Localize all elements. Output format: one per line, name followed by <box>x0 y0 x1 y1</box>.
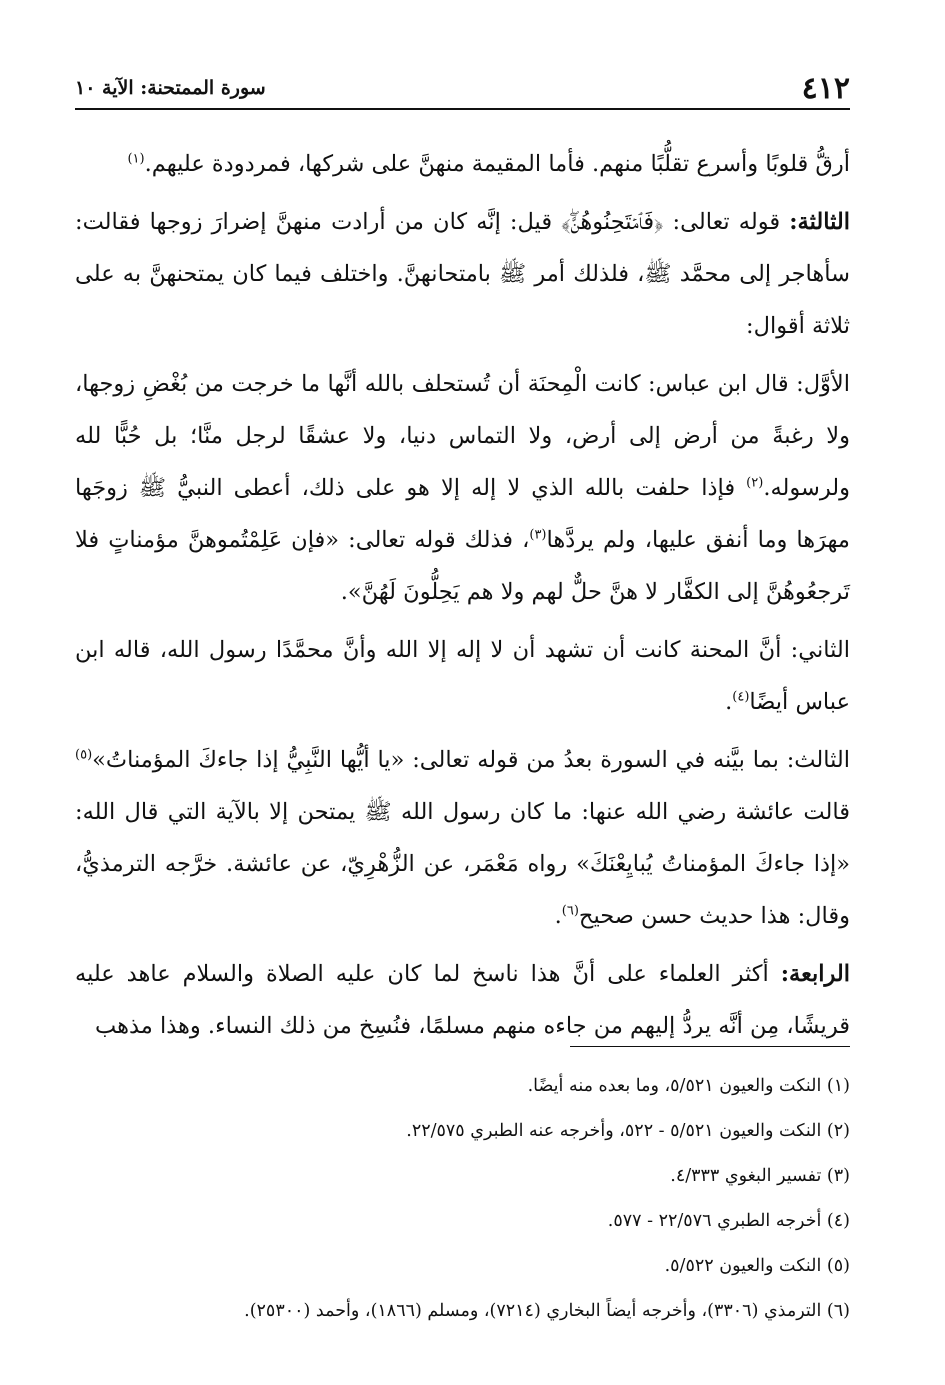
main-text <box>75 138 850 1058</box>
footnote-ref: (٣) <box>529 527 547 543</box>
footnote-ref: (٦) <box>561 903 579 919</box>
paragraph-tail: . <box>554 903 562 929</box>
footnote-ref: (١) <box>127 151 145 167</box>
paragraph-intro <box>75 138 850 190</box>
footnote-1: (١) النكت والعيون ٥/٥٢١، وما بعده منه أيضًا. <box>527 1076 850 1096</box>
section-label: الثالثة: <box>789 209 850 235</box>
page-number: ٤١٢ <box>801 71 850 106</box>
paragraph-third-ruling <box>75 196 850 352</box>
footnote-separator <box>570 1046 850 1047</box>
paragraph-opinion-first <box>75 358 850 618</box>
paragraph-opinion-second <box>75 624 850 728</box>
running-title: سورة الممتحنة: الآية ١٠ <box>75 77 266 99</box>
paragraph-fourth-ruling <box>75 948 850 1052</box>
paragraph-text: الثاني: أنَّ المحنة كانت أن تشهد أن لا إله إلا الله وأنَّ محمَّدًا رسول الله، قاله ابن عباس أيضًا <box>75 637 850 715</box>
section-label: الرابعة: <box>780 961 851 987</box>
footnote-ref: (٤) <box>732 689 750 705</box>
footnote-ref: (٥) <box>75 747 93 763</box>
paragraph-text: ، فذلك قوله تعالى: «فإن عَلِمْتُموهنَّ مؤمناتٍ فلا تَرجعُوهُنَّ إلى الكفَّار لا هنَّ حلٌّ لهم ولا هم يَحِلُّونَ لَهُنَّ». <box>75 527 850 605</box>
paragraph-text: الثالث: بما بيَّنه في السورة بعدُ من قوله تعالى: «يا أيُّها النَّبِيُّ إذا جاءكَ المؤمناتُ» <box>92 747 850 773</box>
paragraph-text: الأوَّل: قال ابن عباس: كانت الْمِحنَة أن تُستحلف بالله أنَّها ما خرجت من بُغْضِ زوجها، ولا رغبةً من أرض إلى أرض، ولا التماس دنيا، ولا عشقًا لرجل منَّا؛ بل حُبًّا لله ولرسوله. <box>75 371 850 501</box>
footnote-ref: (٢) <box>746 475 764 491</box>
footnote-3: (٣) تفسير البغوي ٤/٣٣٣. <box>670 1166 850 1186</box>
footnote-5: (٥) النكت والعيون ٥/٥٢٢. <box>664 1256 850 1276</box>
page-header <box>75 68 850 110</box>
paragraph-text: قوله تعالى: ﴿فَٱمۡتَحِنُوهُنَّۖ﴾ قيل: إنَّه كان من أرادت منهنَّ إضرارَ زوجها فقالت: سأهاجر إلى محمَّد ﷺ، فلذلك أمر ﷺ بامتحانهنَّ. واختلف فيما كان يمتحنهنَّ به على ثلاثة أقوال: <box>75 209 850 339</box>
paragraph-opinion-third <box>75 734 850 942</box>
paragraph-text: قالت عائشة رضي الله عنها: ما كان رسول الله ﷺ يمتحن إلا بالآية التي قال الله: «إذا جاءكَ المؤمناتُ يُبايِعْنَكَ» رواه مَعْمَر، عن الزُّهْرِيّ، عن عائشة. خرَّجه الترمذيُّ، وقال: هذا حديث حسن صحيح <box>75 799 850 929</box>
footnote-6: (٦) الترمذي (٣٣٠٦)، وأخرجه أيضاً البخاري (٧٢١٤)، ومسلم (١٨٦٦)، وأحمد (٢٥٣٠٠). <box>244 1301 850 1321</box>
paragraph-text: أكثر العلماء على أنَّ هذا ناسخ لما كان عليه الصلاة والسلام عاهد عليه قريشًا، مِن أنَّه يردُّ إليهم من جاءه منهم مسلمًا، فنُسِخ من ذلك النساء. وهذا مذهب <box>75 961 850 1039</box>
footnotes <box>75 1064 850 1334</box>
paragraph-text: أرقُّ قلوبًا وأسرع تقلُّبًا منهم. فأما المقيمة منهنَّ على شركها، فمردودة عليهم. <box>144 151 850 177</box>
footnote-2: (٢) النكت والعيون ٥/٥٢١ - ٥٢٢، وأخرجه عنه الطبري ٢٢/٥٧٥. <box>406 1121 850 1141</box>
footnote-4: (٤) أخرجه الطبري ٢٢/٥٧٦ - ٥٧٧. <box>607 1211 850 1231</box>
paragraph-text: فإذا حلفت بالله الذي لا إله إلا هو على ذلك، أعطى النبيُّ ﷺ زوجَها مهرَها وما أنفق عليها، ولم يردَّها <box>75 475 850 553</box>
paragraph-tail: . <box>725 689 733 715</box>
